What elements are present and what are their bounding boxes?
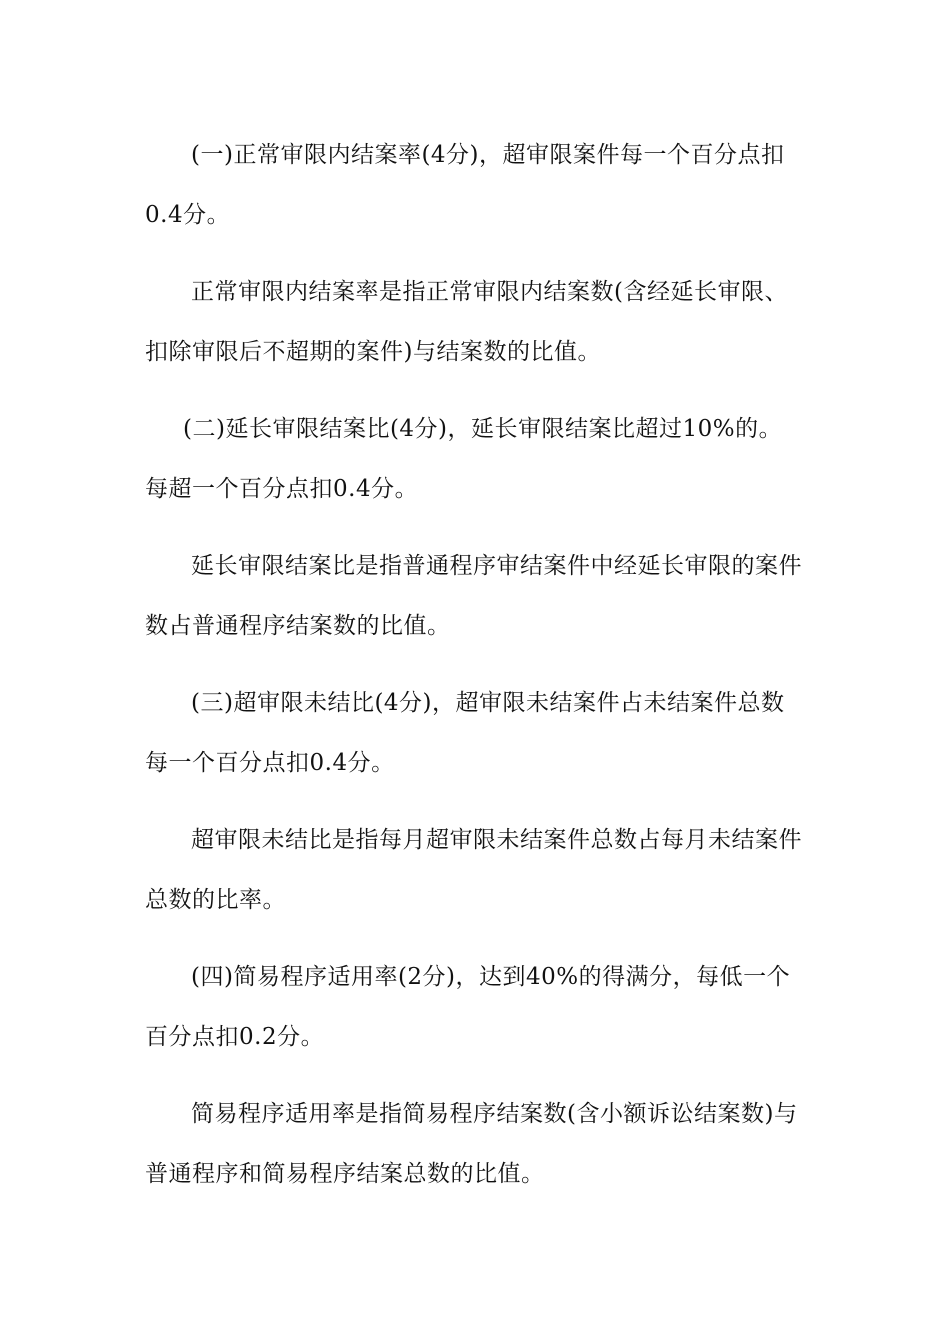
paragraph-clause-1: (一)正常审限内结案率(4分)，超审限案件每一个百分点扣0.4分。 (145, 142, 785, 228)
paragraph-definition-3: 超审限未结比是指每月超审限未结案件总数占每月未结案件总数的比率。 (145, 827, 802, 913)
paragraph-definition-4: 简易程序适用率是指简易程序结案数(含小额诉讼结案数)与普通程序和简易程序结案总数的比值。 (145, 1101, 798, 1187)
paragraph-definition-1: 正常审限内结案率是指正常审限内结案数(含经延长审限、扣除审限后不超期的案件)与结案数的比值。 (145, 279, 788, 365)
paragraph-definition-2: 延长审限结案比是指普通程序审结案件中经延长审限的案件数占普通程序结案数的比值。 (145, 553, 802, 639)
paragraph-clause-3: (三)超审限未结比(4分)，超审限未结案件占未结案件总数每一个百分点扣0.4分。 (145, 690, 785, 776)
document-body (145, 125, 805, 1221)
paragraph-clause-2: (二)延长审限结案比(4分)，延长审限结案比超过10%的。每超一个百分点扣0.4分。 (145, 416, 783, 502)
paragraph-clause-4: (四)简易程序适用率(2分)，达到40%的得满分，每低一个百分点扣0.2分。 (145, 964, 791, 1050)
